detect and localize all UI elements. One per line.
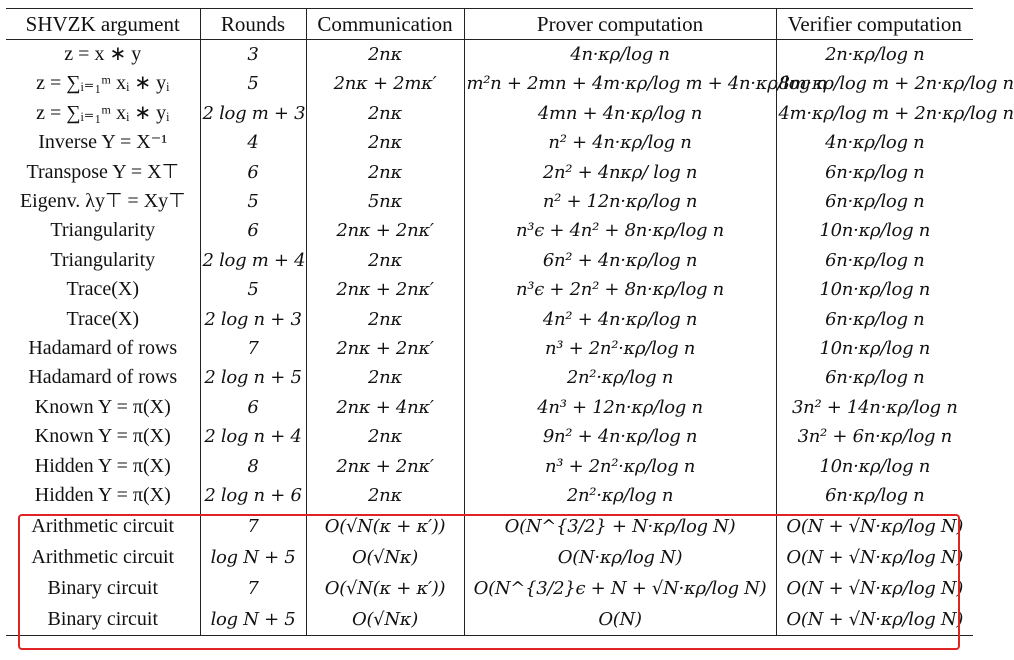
cell-rounds: 4 [200,128,306,157]
table-row [6,511,973,542]
complexity-table-container [6,8,1014,636]
cell-communication: 2nκ + 2mκ′ [306,69,464,98]
cell-prover: 9n² + 4n·κρ/log n [464,422,776,451]
table-row [6,452,973,481]
table-row [6,334,973,363]
cell-prover: 6n² + 4n·κρ/log n [464,246,776,275]
cell-argument: Binary circuit [6,604,200,636]
table-row [6,481,973,510]
cell-rounds: log N + 5 [200,604,306,636]
cell-rounds: 2 log n + 3 [200,305,306,334]
cell-rounds: 2 log m + 3 [200,99,306,128]
cell-verifier: 8m·κρ/log m + 2n·κρ/log n [776,69,973,98]
cell-prover: n³ + 2n²·κρ/log n [464,452,776,481]
cell-prover: 2n² + 4nκρ/ log n [464,158,776,187]
cell-communication: 2nκ + 4nκ′ [306,393,464,422]
cell-communication: 2nκ + 2nκ′ [306,275,464,304]
cell-argument: Hidden Y = π(X) [34,484,171,507]
cell-verifier: 6n·κρ/log n [776,187,973,216]
cell-rounds: 7 [200,511,306,542]
cell-rounds: log N + 5 [200,542,306,573]
cell-verifier: O(N + √N·κρ/log N) [776,573,973,604]
complexity-table [6,8,1014,636]
table-row [6,393,973,422]
table-row [6,604,973,636]
cell-communication: O(√Nκ) [306,604,464,636]
cell-prover: n² + 12n·κρ/log n [464,187,776,216]
cell-prover: 2n²·κρ/log n [464,481,776,510]
cell-argument: z = ∑ᵢ₌₁ᵐ xᵢ ∗ yᵢ [36,72,170,95]
cell-argument: Triangularity [50,219,156,242]
table-row [6,422,973,451]
header-rounds: Rounds [200,9,306,40]
cell-verifier: 10n·κρ/log n [776,275,973,304]
cell-communication: 2nκ [306,305,464,334]
cell-communication: 2nκ + 2nκ′ [306,334,464,363]
cell-argument: z = ∑ᵢ₌₁ᵐ xᵢ ∗ yᵢ [36,101,170,124]
table-row [6,542,973,573]
table-row [6,40,973,70]
cell-verifier: 4n·κρ/log n [776,128,973,157]
cell-argument: Hadamard of rows [28,337,178,360]
table-row [6,275,973,304]
cell-argument: Trace(X) [66,307,140,330]
table-row [6,128,973,157]
cell-verifier: O(N + √N·κρ/log N) [776,542,973,573]
header-argument: SHVZK argument [6,9,200,40]
cell-rounds: 5 [200,69,306,98]
cell-rounds: 3 [200,40,306,70]
cell-argument: Hidden Y = π(X) [34,454,171,477]
header-communication: Communication [306,9,464,40]
cell-prover: n³ + 2n²·κρ/log n [464,334,776,363]
cell-verifier: 6n·κρ/log n [776,305,973,334]
cell-communication: 2nκ [306,481,464,510]
cell-verifier: 10n·κρ/log n [776,452,973,481]
cell-argument: Arithmetic circuit [31,545,175,568]
cell-argument: Eigenv. λy⊤ = Xy⊤ [19,190,186,213]
cell-rounds: 2 log n + 5 [200,363,306,392]
table-row [6,69,973,98]
header-verifier: Verifier computation [776,9,973,40]
cell-rounds: 7 [200,334,306,363]
header-prover: Prover computation [464,9,776,40]
cell-verifier: 2n·κρ/log n [776,40,973,70]
cell-rounds: 2 log m + 4 [200,246,306,275]
cell-prover: O(N·κρ/log N) [464,542,776,573]
table-row [6,246,973,275]
cell-communication: O(√N(κ + κ′)) [306,511,464,542]
cell-communication: 2nκ [306,128,464,157]
cell-communication: O(√Nκ) [306,542,464,573]
cell-verifier: 6n·κρ/log n [776,481,973,510]
cell-verifier: 10n·κρ/log n [776,216,973,245]
cell-rounds: 2 log n + 4 [200,422,306,451]
cell-argument: Trace(X) [66,278,140,301]
cell-communication: 2nκ + 2nκ′ [306,216,464,245]
cell-prover: 4n³ + 12n·κρ/log n [464,393,776,422]
cell-rounds: 5 [200,187,306,216]
cell-verifier: O(N + √N·κρ/log N) [776,604,973,636]
cell-prover: n² + 4n·κρ/log n [464,128,776,157]
cell-prover: 2n²·κρ/log n [464,363,776,392]
cell-communication: 2nκ [306,158,464,187]
cell-argument: z = x ∗ y [64,43,142,65]
cell-rounds: 7 [200,573,306,604]
cell-prover: 4n·κρ/log n [464,40,776,70]
cell-argument: Known Y = π(X) [34,395,171,418]
cell-verifier: 3n² + 6n·κρ/log n [776,422,973,451]
cell-verifier: 10n·κρ/log n [776,334,973,363]
cell-prover: O(N) [464,604,776,636]
cell-argument: Triangularity [50,248,156,271]
cell-prover: O(N^{3/2}ϵ + N + √N·κρ/log N) [464,573,776,604]
cell-communication: 2nκ [306,422,464,451]
cell-rounds: 2 log n + 6 [200,481,306,510]
cell-verifier: 3n² + 14n·κρ/log n [776,393,973,422]
cell-communication: O(√N(κ + κ′)) [306,573,464,604]
cell-argument: Hadamard of rows [28,366,178,389]
table-row [6,187,973,216]
table-row [6,216,973,245]
cell-verifier: 6n·κρ/log n [776,246,973,275]
cell-prover: 4n² + 4n·κρ/log n [464,305,776,334]
table-row [6,158,973,187]
table-row [6,305,973,334]
cell-verifier: 6n·κρ/log n [776,363,973,392]
cell-rounds: 8 [200,452,306,481]
cell-communication: 2nκ [306,363,464,392]
cell-rounds: 6 [200,216,306,245]
cell-rounds: 5 [200,275,306,304]
table-row [6,99,973,128]
cell-argument: Binary circuit [47,576,159,599]
cell-argument: Transpose Y = X⊤ [26,160,180,183]
circuit-rows [6,511,973,636]
cell-verifier: 6n·κρ/log n [776,158,973,187]
cell-rounds: 6 [200,158,306,187]
cell-prover: n³ϵ + 4n² + 8n·κρ/log n [464,216,776,245]
cell-communication: 2nκ [306,40,464,70]
table-row [6,363,973,392]
cell-prover: n³ϵ + 2n² + 8n·κρ/log n [464,275,776,304]
main-rows [6,40,1014,511]
cell-rounds: 6 [200,393,306,422]
cell-argument: Inverse Y = X⁻¹ [38,131,168,154]
cell-communication: 5nκ [306,187,464,216]
cell-communication: 2nκ + 2nκ′ [306,452,464,481]
cell-argument: Arithmetic circuit [31,514,175,537]
cell-communication: 2nκ [306,246,464,275]
table-row [6,573,973,604]
cell-communication: 2nκ [306,99,464,128]
cell-verifier: O(N + √N·κρ/log N) [776,511,973,542]
cell-verifier: 4m·κρ/log m + 2n·κρ/log n [776,99,973,128]
cell-prover: O(N^{3/2} + N·κρ/log N) [464,511,776,542]
cell-argument: Known Y = π(X) [34,425,171,448]
header-row [6,9,973,40]
cell-prover: m²n + 2mn + 4m·κρ/log m + 4n·κρ/log n [464,69,776,98]
cell-prover: 4mn + 4n·κρ/log n [464,99,776,128]
